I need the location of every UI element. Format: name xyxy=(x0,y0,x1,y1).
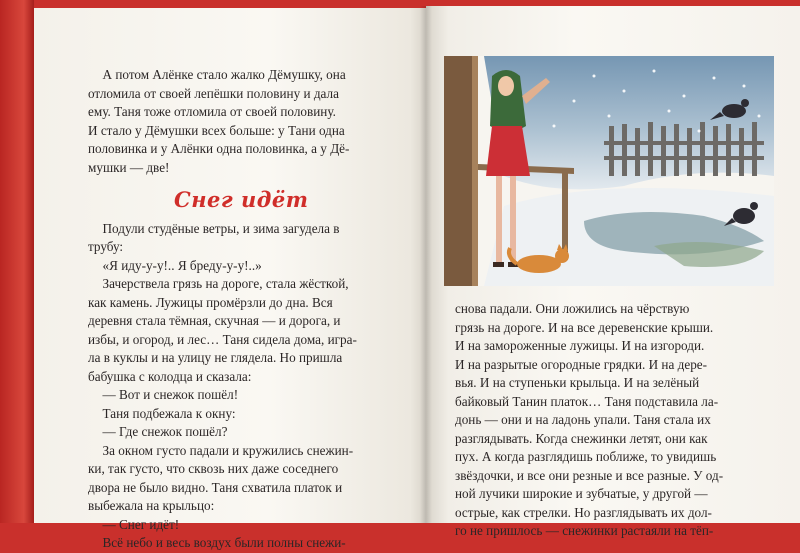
text-line: — Вот и снежок пошёл! xyxy=(102,387,239,402)
text-line: грязь на дороге. И на все деревенские крыши. xyxy=(455,319,714,335)
text-line: байковый Танин платок… Таня подставила ла- xyxy=(455,393,719,409)
text-line: как камень. Лужицы промёрзли до дна. Вся xyxy=(88,294,333,310)
text-line: Всё небо и весь воздух были полны снежи- xyxy=(102,535,346,550)
text-line: звёздочки, и все они резные и все разные. У од- xyxy=(455,467,724,483)
text-line: пух. А когда разглядишь поближе, то увидишь xyxy=(455,449,717,464)
text-line: Таня подбежала к окну: xyxy=(102,405,236,421)
text-line: трубу: xyxy=(88,239,124,254)
text-line: За окном густо падали и кружились снежин- xyxy=(102,442,354,458)
text-line: Подули студёные ветры, и зима загудела в xyxy=(102,220,340,236)
text-line: избы, и огород, и лес… Таня сидела дома, игра- xyxy=(88,331,357,347)
text-line: бабушка с колодца и сказала: xyxy=(88,368,252,384)
left-page-text xyxy=(88,66,393,553)
text-line: ки, так густо, что сквозь них даже соседнего xyxy=(88,461,339,476)
text-line: половинка и у Алёнки одна половинка, а у Дё- xyxy=(88,141,350,156)
text-line: снова падали. Они ложились на чёрствую xyxy=(455,301,690,316)
text-line: — Снег идёт! xyxy=(102,516,180,532)
text-line: «Я иду-у-у!.. Я бреду-у-у!..» xyxy=(102,257,262,273)
text-line: И на замороженные лужицы. И на изгороди. xyxy=(455,338,705,353)
book-cover-edge xyxy=(0,0,34,523)
text-line: ему. Таня тоже отломила от своей половину. xyxy=(88,104,336,119)
text-line: ной лучики широкие и зубчатые, у другой — xyxy=(455,486,708,501)
text-line: Зачерствела грязь на дороге, стала жёсткой, xyxy=(102,276,349,291)
text-line: выбежала на крыльцо: xyxy=(88,498,215,513)
house-wall xyxy=(444,56,472,286)
text-line: А потом Алёнке стало жалко Дёмушку, она xyxy=(102,67,346,82)
book-gutter xyxy=(420,6,432,523)
right-page-text xyxy=(455,300,775,541)
text-line: отломила от своей лепёшки половину и дала xyxy=(88,85,339,101)
text-line: разглядывать. Когда снежинки летят, они как xyxy=(455,430,708,446)
text-line: острые, как стрелки. Но разглядывать их дол- xyxy=(455,504,712,520)
text-line: И на разрытые огородные грядки. И на дере- xyxy=(455,356,708,372)
text-line: И стало у Дёмушки всех больше: у Тани одна xyxy=(88,122,345,138)
text-line: мушки — две! xyxy=(88,159,170,175)
text-line: донь — они и на ладонь упали. Таня стала их xyxy=(455,412,711,427)
text-line: вья. И на ступеньки крыльца. И на зелёный xyxy=(455,375,700,390)
winter-illustration xyxy=(444,56,774,286)
text-line: двора не было видно. Таня схватила платок и xyxy=(88,479,343,495)
chapter-heading: Снег идёт xyxy=(174,187,309,212)
text-line: — Где снежок пошёл? xyxy=(102,424,228,439)
text-line: ла в куклы и на улицу не глядела. Но пришла xyxy=(88,350,343,365)
door-frame xyxy=(472,56,478,286)
text-line: деревня стала тёмная, скучная — и дорога, и xyxy=(88,313,341,328)
text-line: го не пришлось — снежинки растаяли на тёп- xyxy=(455,523,714,538)
